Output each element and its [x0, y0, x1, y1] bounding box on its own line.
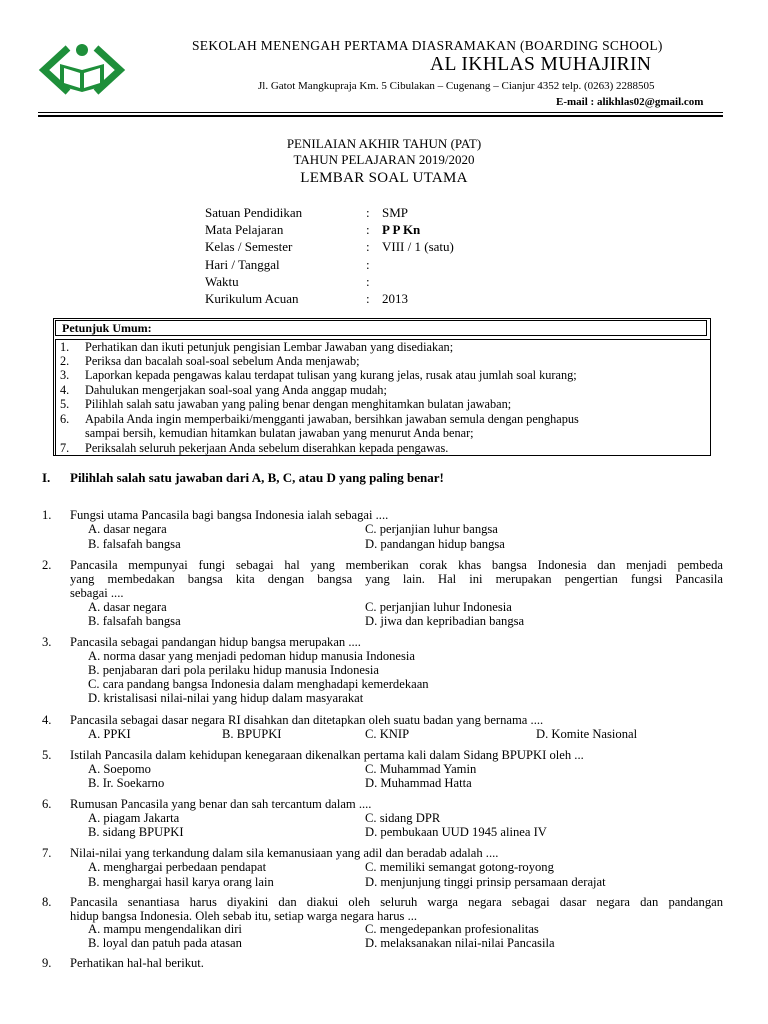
identity-label: Mata Pelajaran — [205, 222, 284, 237]
identity-value: SMP — [382, 205, 409, 220]
answer-option: D. Komite Nasional — [536, 727, 638, 741]
instruction-number: 3. — [60, 368, 70, 382]
answer-option: B. falsafah bangsa — [88, 537, 181, 551]
answer-option: C. perjanjian luhur bangsa — [365, 522, 498, 536]
answer-option: C. memiliki semangat gotong-royong — [365, 860, 554, 874]
school-address: Jl. Gatot Mangkupraja Km. 5 Cibulakan – Cugenang – Cianjur 4352 telp. (0263) 2288505 — [258, 80, 655, 92]
instruction-text: Laporkan kepada pengawas kalau terdapat tulisan yang kurang jelas, rusak atau jumlah soal kurang; — [85, 368, 577, 382]
instruction-text: Perhatikan dan ikuti petunjuk pengisian Lembar Jawaban yang disediakan; — [85, 340, 454, 354]
answer-option: B. BPUPKI — [222, 727, 282, 741]
instruction-text: Dahulukan mengerjakan soal-soal yang Anda anggap mudah; — [85, 383, 387, 397]
identity-colon: : — [366, 274, 370, 289]
instructions-header-cell — [55, 320, 707, 336]
instruction-text: Periksalah seluruh pekerjaan Anda sebelum diserahkan kepada pengawas. — [85, 441, 449, 455]
question-text: Pancasila sebagai pandangan hidup bangsa merupakan .... — [70, 635, 361, 649]
answer-option: A. menghargai perbedaan pendapat — [88, 860, 267, 874]
school-name: AL IKHLAS MUHAJIRIN — [430, 54, 652, 75]
instruction-text: Pilihlah salah satu jawaban yang paling benar dengan menghitamkan bulatan jawaban; — [85, 397, 512, 411]
answer-option: D. pandangan hidup bangsa — [365, 537, 505, 551]
answer-option: C. perjanjian luhur Indonesia — [365, 600, 512, 614]
question-number: 7. — [42, 846, 52, 860]
answer-option: A. piagam Jakarta — [88, 811, 180, 825]
answer-option: A. norma dasar yang menjadi pedoman hidup manusia Indonesia — [88, 649, 416, 663]
answer-option: B. loyal dan patuh pada atasan — [88, 936, 242, 950]
answer-option: C. mengedepankan profesionalitas — [365, 922, 539, 936]
question-text: Nilai-nilai yang terkandung dalam sila kemanusiaan yang adil dan beradab adalah .... — [70, 846, 499, 860]
question-text: Pancasila mempunyai fungi sebagai hal yang memberikan corak khas bangsa Indonesia dan menjadi pembeda — [70, 558, 723, 572]
answer-option: A. PPKI — [88, 727, 131, 741]
answer-option: D. menjunjung tinggi prinsip persamaan derajat — [365, 875, 606, 889]
identity-colon: : — [366, 222, 370, 237]
exam-title: PENILAIAN AKHIR TAHUN (PAT) — [286, 136, 482, 151]
question-text: Pancasila sebagai dasar negara RI disahkan dan ditetapkan oleh suatu badan yang bernama .... — [70, 713, 544, 727]
identity-value: 2013 — [382, 291, 408, 306]
question-number: 2. — [42, 558, 52, 572]
exam-year: TAHUN PELAJARAN 2019/2020 — [293, 152, 475, 167]
answer-option: D. kristalisasi nilai-nilai yang hidup dalam masyarakat — [88, 691, 364, 705]
answer-option: A. dasar negara — [88, 600, 167, 614]
instruction-text: Apabila Anda ingin memperbaiki/mengganti jawaban, bersihkan jawaban semula dengan penghapus — [85, 412, 579, 426]
instructions-title: Petunjuk Umum: — [62, 321, 152, 335]
identity-value: VIII / 1 (satu) — [382, 239, 454, 254]
answer-option: B. sidang BPUPKI — [88, 825, 184, 839]
answer-option: A. Soepomo — [88, 762, 151, 776]
question-text: Fungsi utama Pancasila bagi bangsa Indonesia ialah sebagai .... — [70, 508, 389, 522]
question-text: hidup bangsa Indonesia. Oleh sebab itu, setiap warga negara harus ... — [70, 909, 418, 923]
instruction-text: sampai bersih, kemudian hitamkan bulatan jawaban yang menurut Anda benar; — [85, 426, 474, 440]
question-text: sebagai .... — [70, 586, 124, 600]
answer-option: C. KNIP — [365, 727, 410, 741]
answer-option: D. pembukaan UUD 1945 alinea IV — [365, 825, 547, 839]
identity-label: Hari / Tanggal — [205, 257, 280, 272]
question-number: 5. — [42, 748, 52, 762]
answer-option: D. jiwa dan kepribadian bangsa — [365, 614, 525, 628]
answer-option: B. falsafah bangsa — [88, 614, 181, 628]
answer-option: B. penjabaran dari pola perilaku hidup manusia Indonesia — [88, 663, 379, 677]
answer-option: C. cara pandang bangsa Indonesia dalam menghadapi kemerdekaan — [88, 677, 429, 691]
identity-colon: : — [366, 205, 370, 220]
identity-label: Satuan Pendidikan — [205, 205, 303, 220]
question-number: 6. — [42, 797, 52, 811]
answer-option: C. sidang DPR — [365, 811, 441, 825]
school-type: SEKOLAH MENENGAH PERTAMA DIASRAMAKAN (BOARDING SCHOOL) — [192, 38, 663, 53]
question-number: 3. — [42, 635, 52, 649]
identity-label: Kurikulum Acuan — [205, 291, 299, 306]
instruction-text: Periksa dan bacalah soal-soal sebelum Anda menjawab; — [85, 354, 360, 368]
question-text: Pancasila senantiasa harus diyakini dan diakui oleh seluruh warga negara sebagai dasar negara dan pandangan — [70, 895, 723, 909]
answer-option: D. Muhammad Hatta — [365, 776, 472, 790]
instruction-number: 5. — [60, 397, 70, 411]
section-instruction: Pilihlah salah satu jawaban dari A, B, C, atau D yang paling benar! — [70, 470, 444, 485]
question-number: 4. — [42, 713, 52, 727]
question-number: 9. — [42, 956, 52, 970]
instruction-number: 4. — [60, 383, 70, 397]
question-text: yang membedakan bangsa kita dengan bangsa yang lain. Hal ini merupakan pengertian fungsi Pancasila — [70, 572, 723, 586]
section-number: I. — [42, 470, 51, 485]
identity-colon: : — [366, 239, 370, 254]
instruction-number: 7. — [60, 441, 70, 455]
answer-option: A. dasar negara — [88, 522, 167, 536]
identity-colon: : — [366, 257, 370, 272]
instruction-number: 6. — [60, 412, 70, 426]
identity-label: Kelas / Semester — [205, 239, 293, 254]
instruction-number: 1. — [60, 340, 70, 354]
answer-option: C. Muhammad Yamin — [365, 762, 477, 776]
answer-option: B. menghargai hasil karya orang lain — [88, 875, 274, 889]
school-email: E-mail : alikhlas02@gmail.com — [556, 96, 704, 108]
header-divider-thin — [38, 112, 723, 113]
identity-value: P P Kn — [382, 222, 421, 237]
instruction-number: 2. — [60, 354, 70, 368]
question-text: Istilah Pancasila dalam kehidupan kenegaraan dikenalkan pertama kali dalam Sidang BPUPKI oleh ... — [70, 748, 584, 762]
school-logo-icon — [38, 38, 126, 98]
header-divider-thick — [38, 115, 723, 117]
exam-sheet-title: LEMBAR SOAL UTAMA — [300, 170, 468, 186]
question-number: 1. — [42, 508, 52, 522]
question-text: Perhatikan hal-hal berikut. — [70, 956, 204, 970]
identity-label: Waktu — [205, 274, 239, 289]
question-text: Rumusan Pancasila yang benar dan sah tercantum dalam .... — [70, 797, 372, 811]
identity-colon: : — [366, 291, 370, 306]
answer-option: A. mampu mengendalikan diri — [88, 922, 242, 936]
answer-option: D. melaksanakan nilai-nilai Pancasila — [365, 936, 555, 950]
question-number: 8. — [42, 895, 52, 909]
answer-option: B. Ir. Soekarno — [88, 776, 165, 790]
